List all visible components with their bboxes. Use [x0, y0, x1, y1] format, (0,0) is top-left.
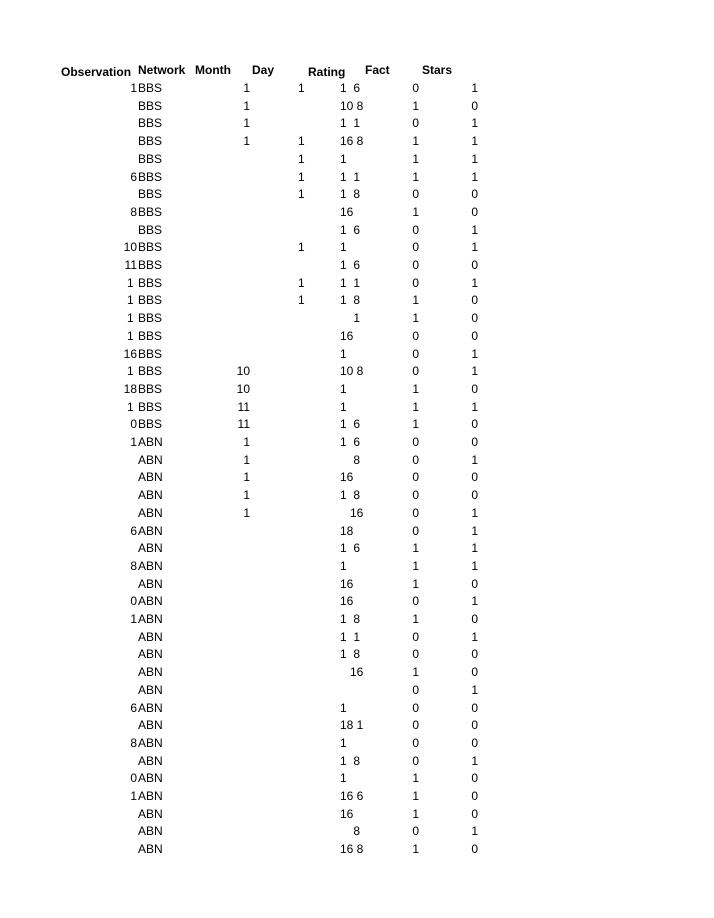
table-row	[0, 505, 714, 522]
table-row	[0, 169, 714, 186]
network-cell: ABN	[138, 612, 163, 626]
fact-cell: 1	[412, 665, 419, 680]
month-cell: 1	[243, 488, 250, 503]
observation-cell: 0	[130, 771, 137, 786]
stars-cell: 0	[471, 98, 478, 113]
observation-cell: 1	[126, 399, 137, 414]
header-month: Month	[195, 63, 231, 77]
fact-cell: 1	[412, 134, 419, 149]
stars-cell: 1	[471, 523, 478, 538]
stars-cell: 0	[471, 311, 478, 326]
fact-cell: 0	[412, 594, 419, 609]
stars-cell: 1	[471, 399, 478, 414]
stars-cell: 0	[471, 488, 478, 503]
table-row	[0, 806, 714, 823]
rating-cell: 8	[340, 824, 361, 839]
observation-cell: 8	[130, 735, 137, 750]
network-cell: ABN	[138, 647, 163, 662]
month-cell: 1	[243, 470, 250, 485]
table-row	[0, 770, 714, 787]
fact-cell: 0	[412, 824, 419, 839]
observation-cell: 6	[130, 700, 137, 715]
network-cell: ABN	[138, 576, 163, 591]
rating-cell: 1 8	[340, 647, 361, 662]
header-rating: Rating	[308, 65, 346, 79]
rating-cell: 10 8	[340, 98, 364, 113]
fact-cell: 0	[412, 275, 419, 290]
network-cell: BBS	[138, 275, 163, 290]
observation-cell: 0	[130, 417, 137, 432]
fact-cell: 1	[412, 151, 419, 166]
table-row	[0, 735, 714, 752]
stars-cell: 1	[471, 222, 478, 237]
stars-cell: 1	[471, 169, 478, 184]
observation-cell: 1	[126, 275, 137, 290]
fact-cell: 1	[412, 169, 419, 184]
table-row	[0, 186, 714, 203]
network-cell: ABN	[138, 665, 163, 680]
day-cell: 1	[298, 293, 305, 308]
observation-cell: 16	[123, 346, 137, 361]
network-cell: ABN	[138, 753, 163, 768]
stars-cell: 0	[471, 842, 478, 857]
network-cell: ABN	[138, 735, 163, 750]
table-row	[0, 469, 714, 486]
rating-cell: 18 1	[340, 718, 364, 733]
rating-cell: 1	[340, 311, 361, 326]
table-row	[0, 700, 714, 717]
month-cell: 1	[243, 81, 250, 95]
month-cell: 1	[243, 98, 250, 113]
network-cell: BBS	[138, 169, 163, 184]
rating-cell: 1 8	[340, 293, 361, 308]
table-row	[0, 523, 714, 540]
stars-cell: 1	[471, 505, 478, 520]
network-cell: ABN	[138, 488, 163, 503]
network-cell: BBS	[138, 311, 163, 326]
stars-cell: 0	[471, 293, 478, 308]
month-cell: 10	[236, 381, 250, 396]
day-cell: 1	[298, 169, 305, 184]
stars-cell: 1	[471, 346, 478, 361]
rating-cell: 16	[340, 204, 354, 219]
header-fact: Fact	[365, 63, 390, 77]
header-stars: Stars	[422, 63, 453, 77]
fact-cell: 1	[412, 381, 419, 396]
fact-cell: 1	[412, 417, 419, 432]
fact-cell: 0	[412, 452, 419, 467]
table-row	[0, 222, 714, 239]
network-cell: BBS	[138, 151, 163, 166]
network-cell: ABN	[138, 700, 163, 715]
fact-cell: 0	[412, 240, 419, 255]
day-cell: 1	[298, 187, 305, 202]
table-row	[0, 717, 714, 734]
fact-cell: 0	[412, 328, 419, 343]
network-cell: ABN	[138, 452, 163, 467]
network-cell: BBS	[138, 399, 163, 414]
rating-cell: 16	[340, 576, 354, 591]
network-cell: BBS	[138, 81, 163, 95]
observation-cell: 6	[130, 169, 137, 184]
rating-cell: 1 8	[340, 612, 361, 626]
rating-cell: 1 6	[340, 222, 361, 237]
table-row	[0, 310, 714, 327]
fact-cell: 1	[412, 293, 419, 308]
stars-cell: 1	[471, 151, 478, 166]
stars-cell: 0	[471, 665, 478, 680]
fact-cell: 0	[412, 116, 419, 131]
fact-cell: 0	[412, 364, 419, 379]
table-row	[0, 292, 714, 309]
network-cell: ABN	[138, 806, 163, 821]
header-observation: Observation	[61, 65, 132, 79]
fact-cell: 0	[412, 753, 419, 768]
rating-cell: 1	[340, 700, 347, 715]
network-cell: BBS	[138, 346, 163, 361]
fact-cell: 0	[412, 629, 419, 644]
stars-cell: 0	[471, 576, 478, 591]
table-row	[0, 593, 714, 610]
observation-cell: 1	[126, 293, 137, 308]
fact-cell: 0	[412, 258, 419, 272]
table-row	[0, 788, 714, 805]
table-row	[0, 823, 714, 840]
network-cell: BBS	[138, 98, 163, 113]
observation-cell: 8	[130, 558, 137, 573]
rating-cell: 1 1	[340, 169, 361, 184]
stars-cell: 0	[471, 735, 478, 750]
rating-cell: 16	[340, 470, 354, 485]
fact-cell: 1	[412, 399, 419, 414]
table-row	[0, 434, 714, 451]
table-row	[0, 381, 714, 398]
rating-cell: 1	[340, 240, 347, 255]
rating-cell: 1 8	[340, 753, 361, 768]
observation-cell: 8	[130, 204, 137, 219]
rating-cell: 1	[340, 151, 347, 166]
network-cell: ABN	[138, 435, 163, 449]
observation-cell: 1	[130, 612, 137, 626]
network-cell: ABN	[138, 824, 163, 839]
network-cell: ABN	[138, 842, 163, 857]
table-row	[0, 257, 714, 274]
network-cell: ABN	[138, 541, 163, 556]
observation-cell: 0	[130, 594, 137, 609]
rating-cell: 1	[340, 381, 347, 396]
network-cell: BBS	[138, 328, 163, 343]
fact-cell: 1	[412, 541, 419, 556]
rating-cell: 1 1	[340, 116, 361, 131]
rating-cell: 16	[340, 328, 354, 343]
table-row	[0, 80, 714, 97]
fact-cell: 0	[412, 523, 419, 538]
network-cell: BBS	[138, 240, 163, 255]
network-cell: ABN	[138, 470, 163, 485]
fact-cell: 0	[412, 718, 419, 733]
stars-cell: 0	[471, 435, 478, 449]
fact-cell: 0	[412, 222, 419, 237]
stars-cell: 0	[471, 700, 478, 715]
observation-cell: 11	[124, 258, 137, 272]
stars-cell: 1	[471, 81, 478, 95]
table-row	[0, 133, 714, 150]
network-cell: ABN	[138, 771, 163, 786]
rating-cell: 1 6	[340, 81, 361, 95]
fact-cell: 0	[412, 700, 419, 715]
stars-cell: 1	[471, 629, 478, 644]
rating-cell: 8	[340, 452, 361, 467]
table-row	[0, 682, 714, 699]
rating-cell: 10 8	[340, 364, 364, 379]
stars-cell: 0	[471, 806, 478, 821]
stars-cell: 1	[471, 364, 478, 379]
table-row	[0, 98, 714, 115]
observation-cell: 6	[130, 523, 137, 538]
table-row	[0, 115, 714, 132]
fact-cell: 1	[412, 842, 419, 857]
network-cell: BBS	[138, 116, 163, 131]
table-row	[0, 328, 714, 345]
observation-cell: 10	[123, 240, 137, 255]
fact-cell: 1	[412, 311, 419, 326]
fact-cell: 1	[412, 576, 419, 591]
network-cell: ABN	[138, 505, 163, 520]
fact-cell: 0	[412, 682, 419, 697]
rating-cell: 1 6	[340, 258, 361, 272]
fact-cell: 0	[412, 435, 419, 449]
rating-cell: 16 8	[340, 842, 364, 857]
month-cell: 11	[237, 417, 250, 432]
stars-cell: 0	[471, 789, 478, 803]
table-row	[0, 416, 714, 433]
month-cell: 1	[243, 505, 250, 520]
table-row	[0, 664, 714, 681]
stars-cell: 0	[471, 417, 478, 432]
stars-cell: 0	[471, 470, 478, 485]
stars-cell: 0	[471, 381, 478, 396]
rating-cell: 1 1	[340, 629, 361, 644]
network-cell: BBS	[138, 381, 163, 396]
stars-cell: 1	[471, 452, 478, 467]
table-row	[0, 629, 714, 646]
fact-cell: 1	[412, 771, 419, 786]
fact-cell: 0	[412, 81, 419, 95]
month-cell: 1	[243, 116, 250, 131]
network-cell: ABN	[138, 718, 163, 733]
network-cell: ABN	[138, 594, 163, 609]
network-cell: BBS	[138, 258, 163, 272]
table-row	[0, 452, 714, 469]
network-cell: BBS	[138, 204, 163, 219]
stars-cell: 1	[471, 558, 478, 573]
network-cell: ABN	[138, 789, 163, 803]
network-cell: BBS	[138, 417, 163, 432]
rating-cell: 16	[340, 594, 354, 609]
day-cell: 1	[298, 151, 305, 166]
table-row	[0, 841, 714, 858]
rating-cell: 16 6	[340, 789, 364, 803]
network-cell: ABN	[138, 523, 163, 538]
table-row	[0, 239, 714, 256]
observation-cell: 1	[130, 435, 137, 449]
rating-cell: 1 6	[340, 541, 361, 556]
month-cell: 1	[243, 134, 250, 149]
observation-cell: 18	[123, 381, 137, 396]
fact-cell: 1	[412, 789, 419, 803]
rating-cell: 1 8	[340, 187, 361, 202]
observation-cell: 1	[126, 328, 137, 343]
stars-cell: 1	[471, 116, 478, 131]
fact-cell: 1	[412, 806, 419, 821]
rating-cell: 16	[340, 505, 364, 520]
stars-cell: 0	[471, 771, 478, 786]
rating-cell: 1	[340, 771, 347, 786]
rating-cell: 16	[340, 806, 354, 821]
table-row	[0, 346, 714, 363]
stars-cell: 1	[471, 682, 478, 697]
table-row	[0, 576, 714, 593]
stars-cell: 1	[471, 134, 478, 149]
stars-cell: 0	[471, 328, 478, 343]
fact-cell: 0	[412, 735, 419, 750]
network-cell: ABN	[138, 629, 163, 644]
stars-cell: 1	[471, 240, 478, 255]
stars-cell: 0	[471, 204, 478, 219]
stars-cell: 0	[471, 258, 478, 272]
day-cell: 1	[298, 81, 305, 95]
rating-cell: 18	[340, 523, 354, 538]
network-cell: BBS	[138, 293, 163, 308]
fact-cell: 0	[412, 346, 419, 361]
stars-cell: 1	[471, 275, 478, 290]
month-cell: 1	[243, 452, 250, 467]
table-row	[0, 275, 714, 292]
network-cell: BBS	[138, 187, 163, 202]
table-row	[0, 204, 714, 221]
table-row	[0, 611, 714, 628]
stars-cell: 1	[471, 594, 478, 609]
rating-cell: 16	[340, 665, 364, 680]
table-row	[0, 399, 714, 416]
fact-cell: 1	[412, 204, 419, 219]
observation-cell: 1	[130, 789, 137, 803]
rating-cell: 1	[340, 735, 347, 750]
table-row	[0, 646, 714, 663]
network-cell: BBS	[138, 222, 163, 237]
stars-cell: 0	[471, 612, 478, 626]
table-row	[0, 151, 714, 168]
table-row	[0, 363, 714, 380]
header-network: Network	[138, 63, 186, 77]
stars-cell: 0	[471, 187, 478, 202]
rating-cell: 1 6	[340, 435, 361, 449]
rating-cell: 1 1	[340, 275, 361, 290]
network-cell: BBS	[138, 134, 163, 149]
stars-cell: 1	[471, 824, 478, 839]
fact-cell: 0	[412, 488, 419, 503]
fact-cell: 1	[412, 612, 419, 626]
table-row	[0, 558, 714, 575]
rating-cell: 1 6	[340, 417, 361, 432]
network-cell: ABN	[138, 682, 163, 697]
fact-cell: 1	[412, 98, 419, 113]
rating-cell: 1 8	[340, 488, 361, 503]
stars-cell: 1	[471, 753, 478, 768]
network-cell: BBS	[138, 364, 163, 379]
table-row	[0, 487, 714, 504]
fact-cell: 1	[412, 558, 419, 573]
month-cell: 11	[237, 399, 250, 414]
fact-cell: 0	[412, 187, 419, 202]
month-cell: 1	[243, 435, 250, 449]
rating-cell: 16 8	[340, 134, 364, 149]
fact-cell: 0	[412, 470, 419, 485]
stars-cell: 0	[471, 718, 478, 733]
table-row	[0, 540, 714, 557]
day-cell: 1	[298, 134, 305, 149]
day-cell: 1	[298, 275, 305, 290]
month-cell: 10	[236, 364, 250, 379]
day-cell: 1	[298, 240, 305, 255]
fact-cell: 0	[412, 647, 419, 662]
header-day: Day	[252, 63, 275, 77]
rating-cell: 1	[340, 558, 347, 573]
rating-cell: 1	[340, 399, 347, 414]
observation-cell: 1	[130, 81, 137, 95]
fact-cell: 0	[412, 505, 419, 520]
observation-cell: 1	[126, 311, 137, 326]
rating-cell: 1	[340, 346, 347, 361]
stars-cell: 1	[471, 541, 478, 556]
table-row	[0, 753, 714, 770]
observation-cell: 1	[126, 364, 137, 379]
stars-cell: 0	[471, 647, 478, 662]
network-cell: ABN	[138, 558, 163, 573]
